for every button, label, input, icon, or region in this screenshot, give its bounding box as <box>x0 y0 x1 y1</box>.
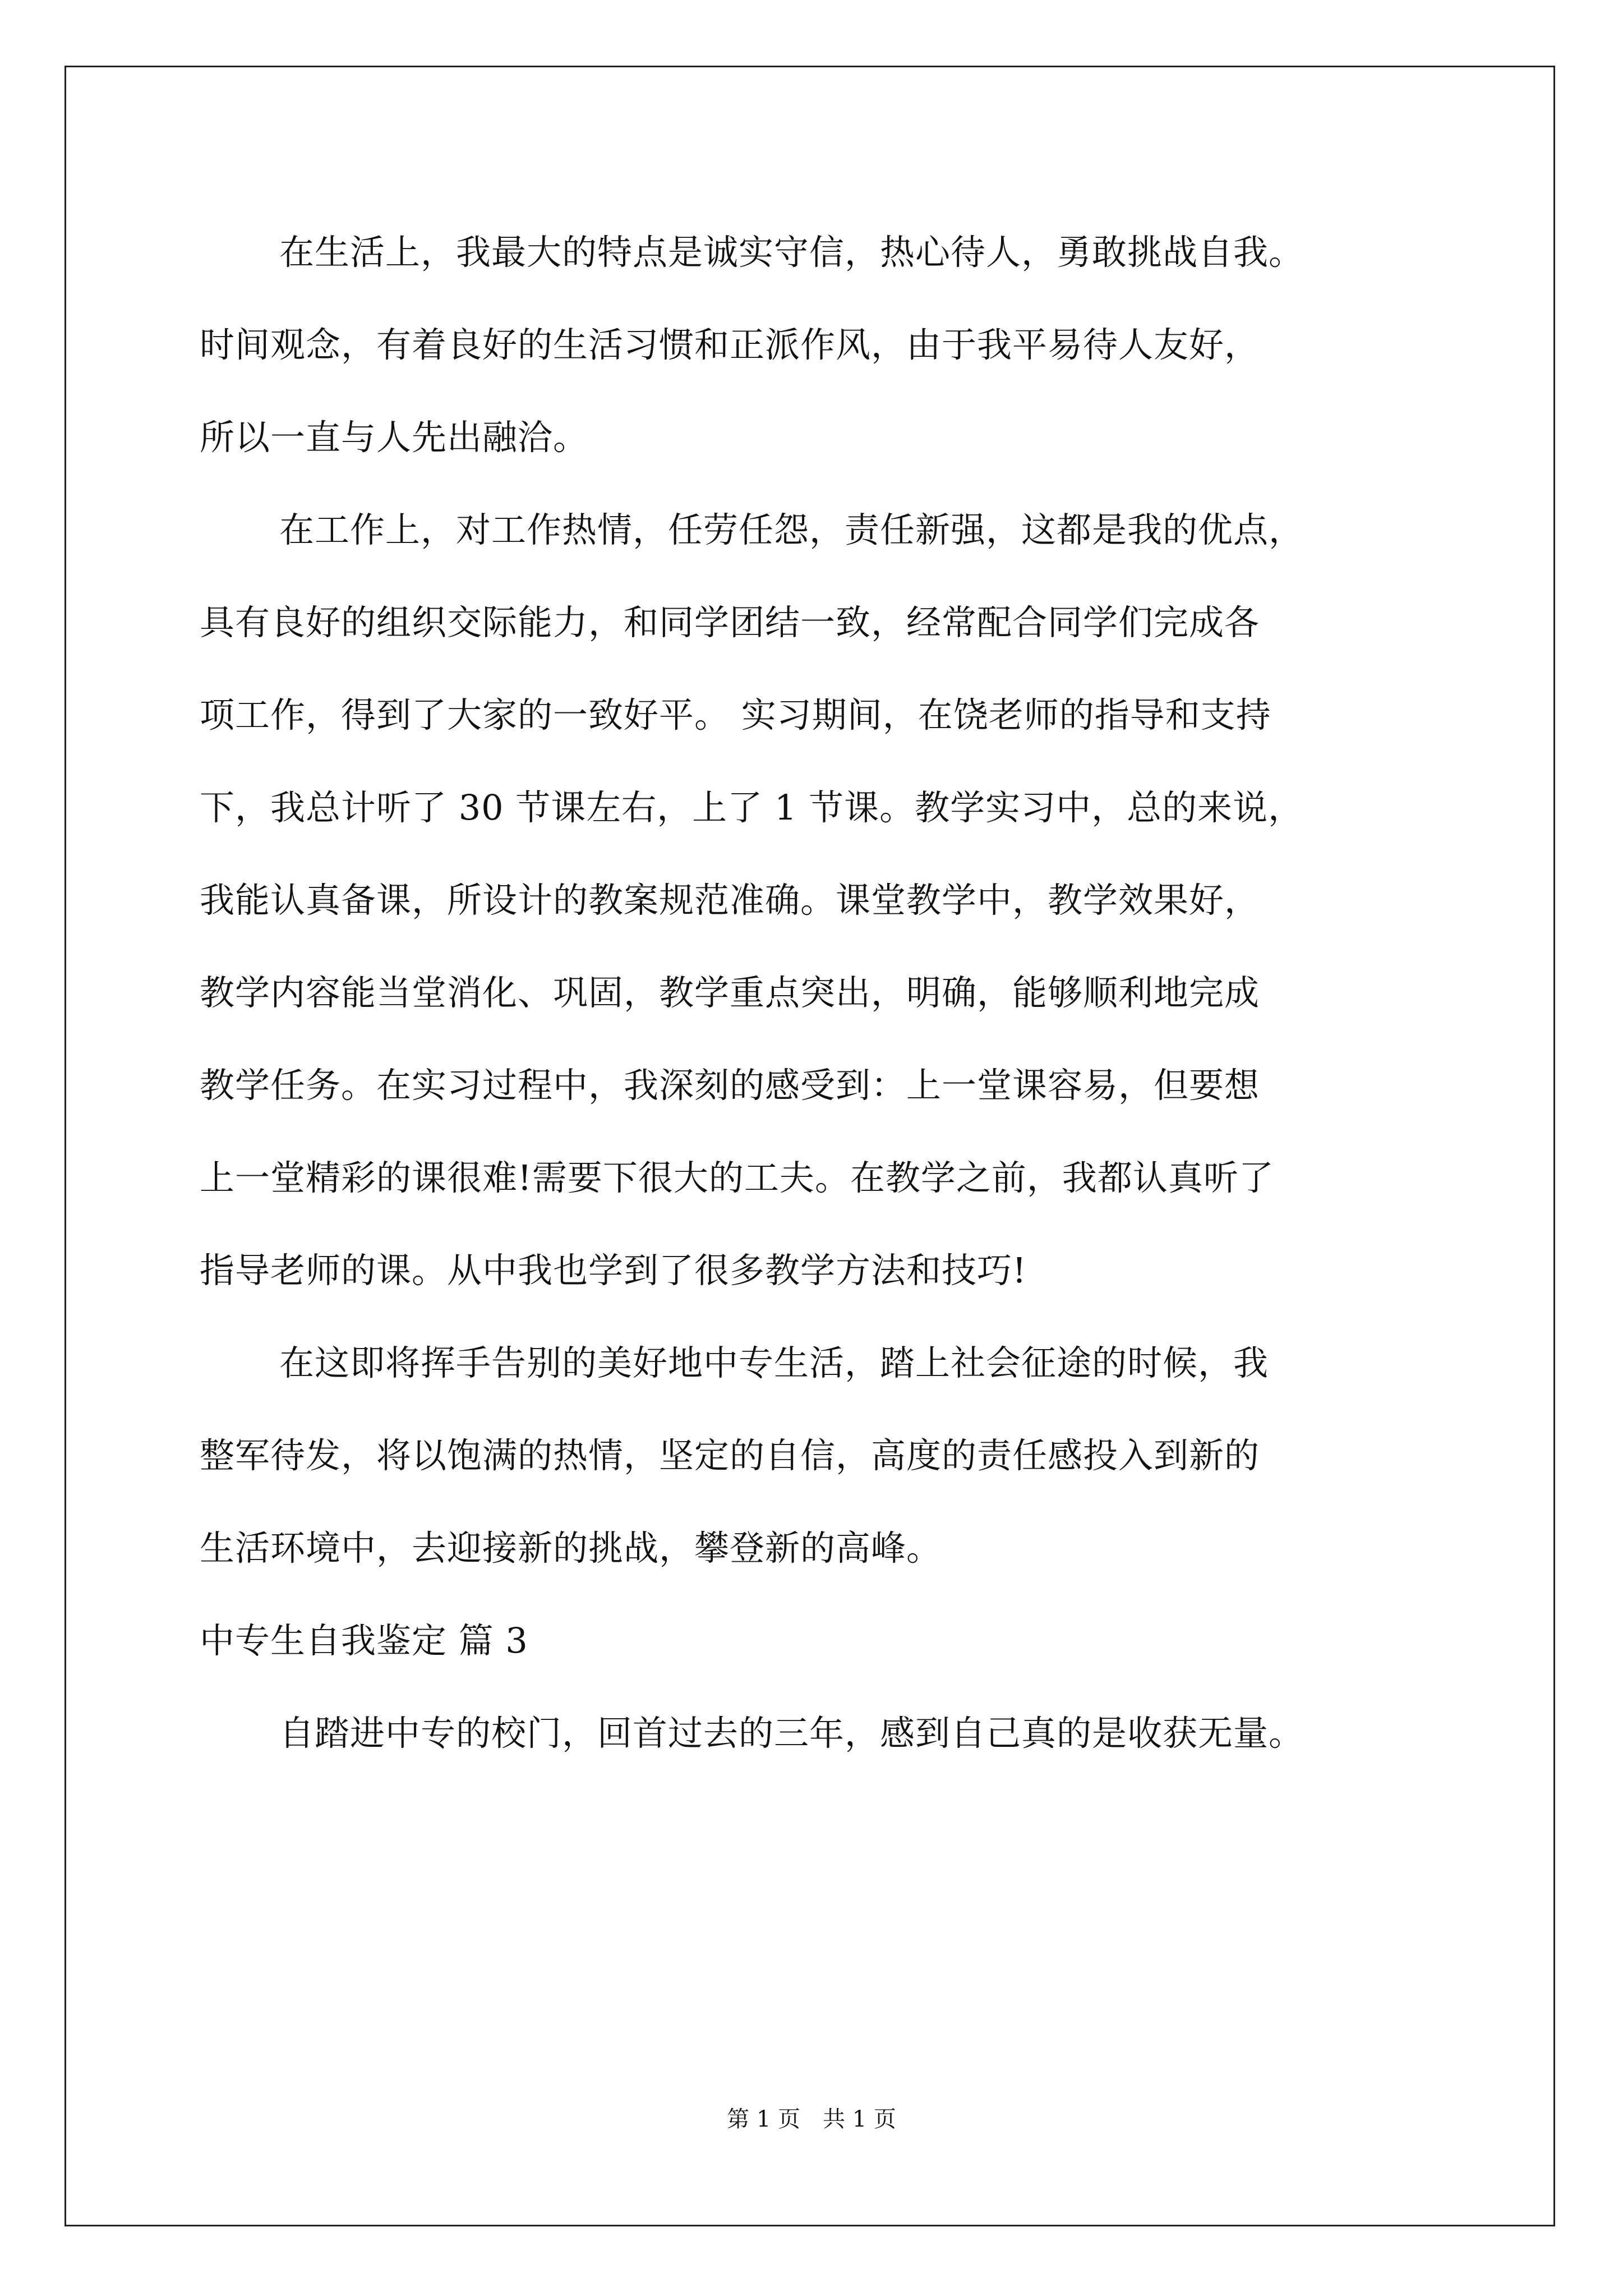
paragraph-line: 在生活上，我最大的特点是诚实守信，热心待人，勇敢挑战自我。 <box>279 232 1304 273</box>
paragraph-line: 指导老师的课。从中我也学到了很多教学方法和技巧! <box>200 1250 1027 1291</box>
section-heading: 中专生自我鉴定 篇 3 <box>200 1620 528 1661</box>
paragraph-line: 在这即将挥手告别的美好地中专生活，踏上社会征途的时候，我 <box>279 1342 1269 1383</box>
page-footer: 第 1 页 共 1 页 <box>727 2106 896 2132</box>
paragraph-line: 自踏进中专的校门，回首过去的三年，感到自己真的是收获无量。 <box>279 1713 1304 1754</box>
paragraph-line: 我能认真备课，所设计的教案规范准确。课堂教学中，教学效果好， <box>200 880 1260 921</box>
paragraph-line: 下，我总计听了 30 节课左右，上了 1 节课。教学实习中，总的来说， <box>200 787 1304 828</box>
paragraph-line: 在工作上，对工作热情，任劳任怨，责任新强，这都是我的优点， <box>279 509 1304 550</box>
paragraph-line: 教学内容能当堂消化、巩固，教学重点突出，明确，能够顺利地完成 <box>200 972 1260 1013</box>
page-border <box>64 66 1555 2226</box>
paragraph-line: 教学任务。在实习过程中，我深刻的感受到：上一堂课容易，但要想 <box>200 1065 1260 1106</box>
paragraph-line: 所以一直与人先出融洽。 <box>200 417 589 458</box>
paragraph-line: 生活环境中，去迎接新的挑战，攀登新的高峰。 <box>200 1527 942 1568</box>
paragraph-line: 项工作，得到了大家的一致好平。 实习期间，在饶老师的指导和支持 <box>200 694 1271 735</box>
paragraph-line: 上一堂精彩的课很难!需要下很大的工夫。在教学之前，我都认真听了 <box>200 1157 1274 1198</box>
paragraph-line: 时间观念，有着良好的生活习惯和正派作风，由于我平易待人友好， <box>200 324 1260 365</box>
paragraph-line: 整军待发，将以饱满的热情，坚定的自信，高度的责任感投入到新的 <box>200 1435 1260 1476</box>
paragraph-line: 具有良好的组织交际能力，和同学团结一致，经常配合同学们完成各 <box>200 602 1260 643</box>
